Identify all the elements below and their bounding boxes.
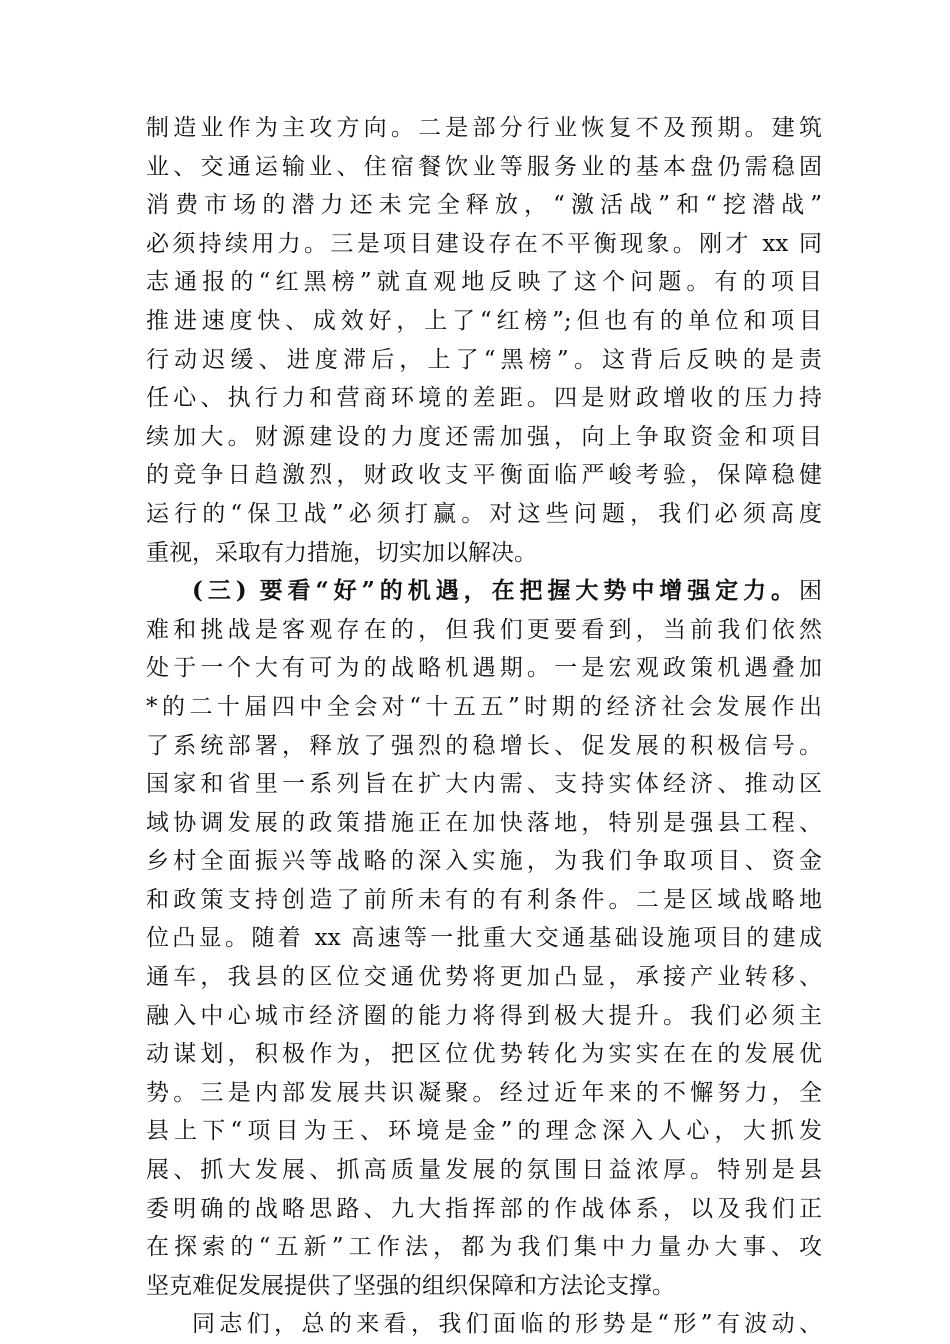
text-line: 域协调发展的政策措施正在加快落地，特别是强县工程、 — [146, 809, 822, 836]
text-line: 在探索的“五新”工作法，都为我们集中力量办大事、攻 — [146, 1234, 822, 1261]
text-line: 乡村全面振兴等战略的深入实施，为我们争取项目、资金 — [146, 848, 822, 875]
text-line: 行动迟缓、进度滞后，上了“黑榜”。这背后反映的是责 — [146, 346, 822, 373]
text-line: 任心、执行力和营商环境的差距。四是财政增收的压力持 — [146, 385, 822, 412]
paragraph-3 — [146, 1305, 822, 1344]
text-line: 通车，我县的区位交通优势将更加凸显，承接产业转移、 — [146, 964, 822, 991]
text-line: 业、交通运输业、住宿餐饮业等服务业的基本盘仍需稳固 — [146, 153, 822, 180]
text-line: 重视，采取有力措施，切实加以解决。 — [146, 539, 537, 566]
text-line: 国家和省里一系列旨在扩大内需、支持实体经济、推动区 — [146, 771, 822, 798]
text-line: 展、抓大发展、抓高质量发展的氛围日益浓厚。特别是县 — [146, 1157, 822, 1184]
text-line: 运行的“保卫战”必须打赢。对这些问题，我们必须高度 — [146, 500, 822, 527]
text-fragment: 困 — [799, 578, 822, 605]
paragraph-2 — [146, 572, 822, 1305]
text-line: 融入中心城市经济圈的能力将得到极大提升。我们必须主 — [146, 1002, 822, 1029]
text-line: 势。三是内部发展共识凝聚。经过近年来的不懈努力，全 — [146, 1079, 822, 1106]
section-heading: (三) 要看“好”的机遇，在把握大势中增强定力。 — [192, 577, 799, 605]
text-line: 县上下“项目为王、环境是金”的理念深入人心，大抓发 — [146, 1118, 822, 1145]
text-line: 动谋划，积极作为，把区位优势转化为实实在在的发展优 — [146, 1041, 822, 1068]
text-line: 坚克难促发展提供了坚强的组织保障和方法论支撑。 — [146, 1272, 675, 1299]
text-line: 必须持续用力。三是项目建设存在不平衡现象。刚才 xx 同 — [146, 230, 822, 257]
text-line: 难和挑战是客观存在的，但我们更要看到，当前我们依然 — [146, 616, 822, 643]
text-line: 同志们，总的来看，我们面临的形势是“形”有波动、 — [192, 1311, 822, 1338]
text-line: 委明确的战略思路、九大指挥部的作战体系，以及我们正 — [146, 1195, 822, 1222]
document-body — [146, 109, 822, 1344]
text-line: 位凸显。随着 xx 高速等一批重大交通基础设施项目的建成 — [146, 925, 822, 952]
text-line: 志通报的“红黑榜”就直观地反映了这个问题。有的项目 — [146, 269, 822, 296]
text-line: 消费市场的潜力还未完全释放，“激活战”和“挖潜战” — [146, 192, 822, 219]
text-line: 了系统部署，释放了强烈的稳增长、促发展的积极信号。 — [146, 732, 822, 759]
section-heading-line — [146, 572, 822, 611]
text-line: *的二十届四中全会对“十五五”时期的经济社会发展作出 — [146, 693, 822, 720]
text-line: 推进速度快、成效好，上了“红榜”;但也有的单位和项目 — [146, 307, 822, 334]
paragraph-1 — [146, 109, 822, 572]
text-line: 的竞争日趋激烈，财政收支平衡面临严峻考验，保障稳健 — [146, 462, 822, 489]
text-line: 和政策支持创造了前所未有的有利条件。二是区域战略地 — [146, 886, 822, 913]
text-line: 处于一个大有可为的战略机遇期。一是宏观政策机遇叠加 — [146, 655, 822, 682]
text-line: 续加大。财源建设的力度还需加强，向上争取资金和项目 — [146, 423, 822, 450]
text-line: 制造业作为主攻方向。二是部分行业恢复不及预期。建筑 — [146, 115, 822, 141]
